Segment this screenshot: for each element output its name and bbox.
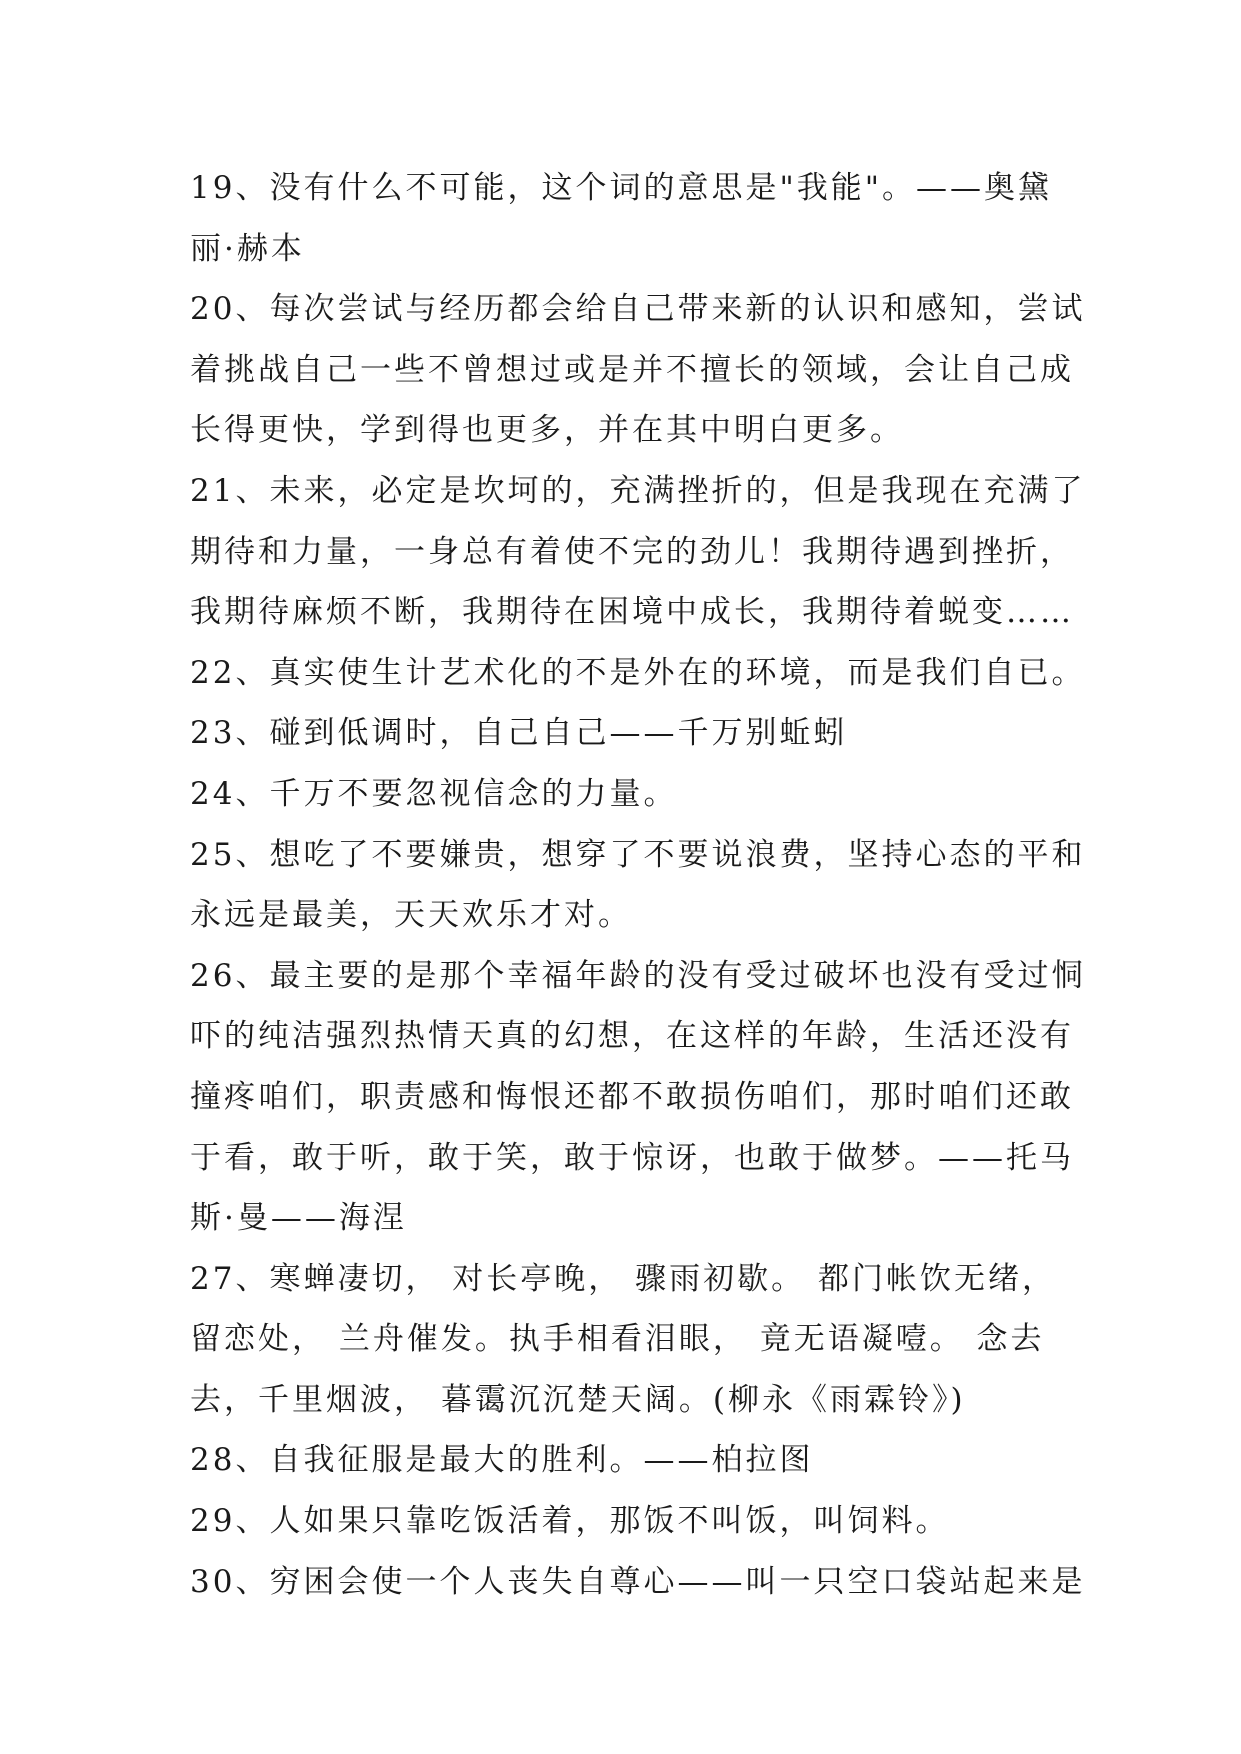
text-line-7: 期待和力量，一身总有着使不完的劲儿！我期待遇到挫折，	[190, 533, 1074, 570]
text-line-11: 24、千万不要忽视信念的力量。	[190, 775, 678, 812]
document-body	[190, 158, 1086, 1612]
text-line-14: 26、最主要的是那个幸福年龄的没有受过破坏也没有受过恫	[190, 957, 1086, 994]
text-line-3: 20、每次尝试与经历都会给自己带来新的认识和感知，尝试	[190, 291, 1086, 328]
text-line-8: 我期待麻烦不断，我期待在困境中成长，我期待着蜕变……	[190, 594, 1074, 631]
text-line-13: 永远是最美，天天欢乐才对。	[190, 897, 632, 934]
text-line-15: 吓的纯洁强烈热情天真的幻想，在这样的年龄，生活还没有	[190, 1018, 1074, 1055]
text-line-1: 19、没有什么不可能，这个词的意思是"我能"。——奥黛	[190, 170, 1052, 206]
text-line-12: 25、想吃了不要嫌贵，想穿了不要说浪费，坚持心态的平和	[190, 836, 1086, 873]
text-line-20: 留恋处， 兰舟催发。执手相看泪眼， 竟无语凝噎。 念去	[190, 1321, 1045, 1358]
text-line-19: 27、寒蝉凄切， 对长亭晚， 骤雨初歇。 都门帐饮无绪，	[190, 1260, 1057, 1297]
text-line-23: 29、人如果只靠吃饭活着，那饭不叫饭，叫饲料。	[190, 1503, 950, 1540]
text-line-6: 21、未来，必定是坎坷的，充满挫折的，但是我现在充满了	[190, 472, 1086, 509]
text-line-17: 于看，敢于听，敢于笑，敢于惊讶，也敢于做梦。——托马	[190, 1139, 1074, 1176]
text-line-5: 长得更快，学到得也更多，并在其中明白更多。	[190, 412, 904, 449]
text-line-21: 去，千里烟波， 暮霭沉沉楚天阔。(柳永《雨霖铃》)	[190, 1381, 966, 1418]
text-line-2: 丽·赫本	[190, 230, 305, 267]
text-line-22: 28、自我征服是最大的胜利。——柏拉图	[190, 1442, 814, 1479]
text-line-16: 撞疼咱们，职责感和悔恨还都不敢损伤咱们，那时咱们还敢	[190, 1078, 1074, 1115]
text-line-10: 23、碰到低调时，自己自己——千万别蚯蚓	[190, 715, 848, 752]
text-line-18: 斯·曼——海涅	[190, 1200, 407, 1237]
text-line-24: 30、穷困会使一个人丧失自尊心——叫一只空口袋站起来是	[190, 1563, 1086, 1600]
text-line-4: 着挑战自己一些不曾想过或是并不擅长的领域，会让自己成	[190, 351, 1074, 388]
text-line-9: 22、真实使生计艺术化的不是外在的环境，而是我们自已。	[190, 654, 1086, 691]
